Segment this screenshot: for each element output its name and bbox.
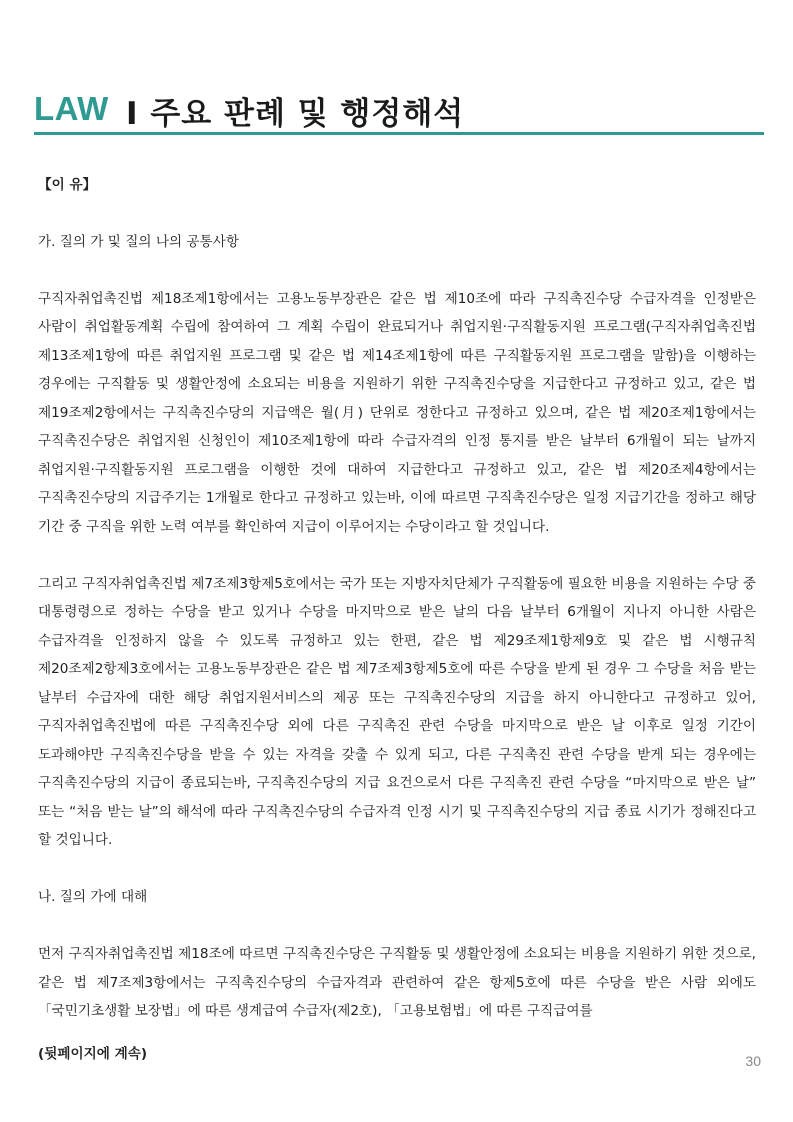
reason-heading: 【이 유】 [38, 177, 97, 193]
page-number: 30 [745, 1053, 761, 1069]
page-header [34, 84, 764, 134]
paragraph-3: 먼저 구직자취업촉진법 제18조에 따르면 구직촉진수당은 구직활동 및 생활안정에 소요되는 비용을 지원하기 위한 것으로, 같은 법 제7조제3항에서는 구직촉진수당의 수급자격과 관련하여 같은 항제5호에 따른 수당을 받은 사람 외에도 「국민기초생활 보장법」에 따른 생계급여 수급자(제2호), 「고용보험법」에 따른 구직급여를 [38, 946, 756, 1019]
document-body [38, 171, 756, 1054]
header-title: I 주요 판례 및 행정해석 [126, 96, 465, 132]
paragraph-2: 그리고 구직자취업촉진법 제7조제3항제5호에서는 국가 또는 지방자치단체가 구직활동에 필요한 비용을 지원하는 수당 중 대통령령으로 정하는 수당을 받고 있거나 수당을 마지막으로 받은 날의 다음 날부터 6개월이 지나지 아니한 사람은 수급자격을 인정하지 않을 수 있도록 규정하고 있는 한편, 같은 법 제29조제1항제9호 및 같은 법 시행규칙 제20조제2항제3호에서는 고용노동부장관은 같은 법 제7조제3항제5호에 따른 수당을 받게 된 경우 그 수당을 처음 받는 날부터 수급자에 대한 해당 취업지원서비스의 제공 또는 구직촉진수당의 지급을 하지 아니한다고 규정하고 있어, 구직자취업촉진법에 따른 구직촉진수당 외에 다른 구직촉진 관련 수당을 마지막으로 받은 날 이후로 일정 기간이 도과해야만 구직촉진수당을 받을 수 있는 자격을 갖출 수 있게 되고, 다른 구직촉진 관련 수당을 받게 되는 경우에는 구직촉진수당의 지급이 종료되는바, 구직촉진수당의 지급 요건으로서 다른 구직촉진 관련 수당을 “마지막으로 받은 날” 또는 “처음 받는 날”의 해석에 따라 구직촉진수당의 수급자격 인정 시기 및 구직촉진수당의 지급 종료 시기가 정해진다고 할 것입니다. [38, 575, 756, 848]
section-heading-ga: 가. 질의 가 및 질의 나의 공통사항 [38, 233, 239, 250]
section-heading-na: 나. 질의 가에 대해 [38, 889, 148, 905]
continued-note: (뒷페이지에 계속) [38, 1046, 148, 1062]
header-divider [34, 132, 764, 135]
header-category-label: LAW [34, 90, 109, 127]
paragraph-1: 구직자취업촉진법 제18조제1항에서는 고용노동부장관은 같은 법 제10조에 따라 구직촉진수당 수급자격을 인정받은 사람이 취업활동계획 수립에 참여하여 그 계획 수립이 완료되거나 취업지원·구직활동지원 프로그램(구직자취업촉진법 제13조제1항에 따른 취업지원 프로그램 및 같은 법 제14조제1항에 따른 구직활동지원 프로그램을 말함)을 이행하는 경우에는 구직활동 및 생활안정에 소요되는 비용을 지원하기 위한 구직촉진수당을 지급한다고 규정하고 있고, 같은 법 제19조제2항에서는 구직촉진수당의 지급액은 월(月) 단위로 정한다고 규정하고 있으며, 같은 법 제20조제1항에서는 구직촉진수당은 취업지원 신청인이 제10조제1항에 따라 수급자격의 인정 통지를 받은 날부터 6개월이 되는 날까지 취업지원·구직활동지원 프로그램을 이행한 것에 대하여 지급한다고 규정하고 있고, 같은 법 제20조제4항에서는 구직촉진수당의 지급주기는 1개월로 한다고 규정하고 있는바, 이에 따르면 구직촉진수당은 일정 지급기간을 정하고 해당 기간 중 구직을 위한 노력 여부를 확인하여 지급이 이루어지는 수당이라고 할 것입니다. [38, 290, 756, 535]
